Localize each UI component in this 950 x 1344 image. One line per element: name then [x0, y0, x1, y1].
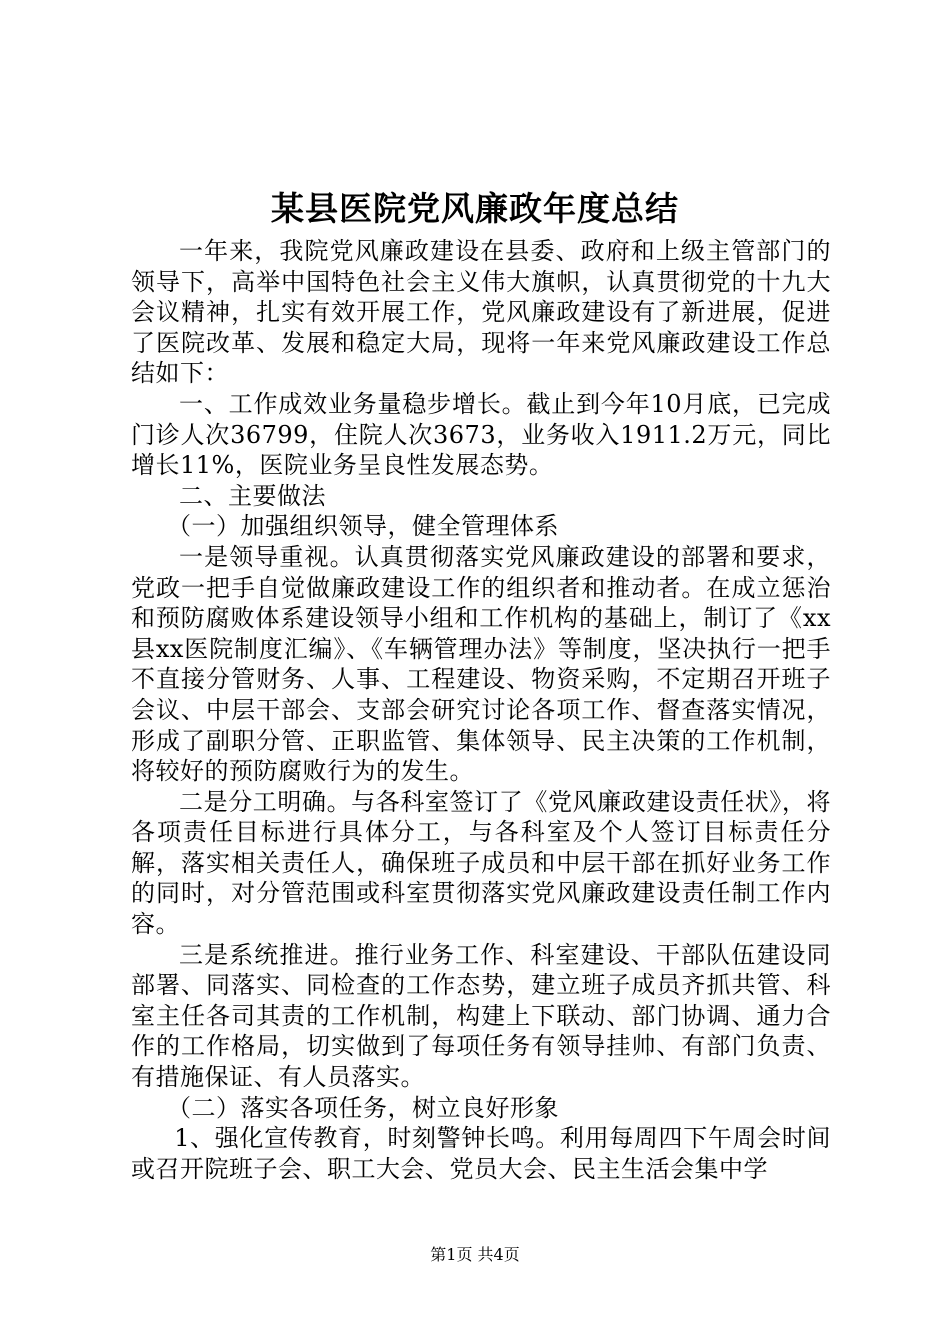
heading-subsection-2: （二）落实各项任务，树立良好形象 [167, 1093, 559, 1122]
document-body [131, 236, 831, 1184]
paragraph-division-of-labor: 二是分工明确。与各科室签订了《党风廉政建设责任状》，将各项责任目标进行具体分工，与各科室及个人签订目标责任分解，落实相关责任人，确保班子成员和中层干部在抓好业务工作的同时，对分管范围或科室贯彻落实党风廉政建设责任制工作内容。 [131, 787, 831, 939]
heading-subsection-1: （一）加强组织领导，健全管理体系 [167, 512, 559, 541]
paragraph-intro: 一年来，我院党风廉政建设在县委、政府和上级主管部门的领导下，高举中国特色社会主义伟大旗帜，认真贯彻党的十九大会议精神，扎实有效开展工作，党风廉政建设有了新进展，促进了医院改革、发展和稳定大局，现将一年来党风廉政建设工作总结如下： [131, 237, 831, 388]
paragraph-leadership: 一是领导重视。认真贯彻落实党风廉政建设的部署和要求，党政一把手自觉做廉政建设工作的组织者和推动者。在成立惩治和预防腐败体系建设领导小组和工作机构的基础上，制订了《xx县xx医院制度汇编》、《车辆管理办法》等制度，坚决执行一把手不直接分管财务、人事、工程建设、物资采购，不定期召开班子会议、中层干部会、支部会研究讨论各项工作、督查落实情况，形成了副职分管、正职监管、集体领导、民主决策的工作机制，将较好的预防腐败行为的发生。 [131, 542, 831, 786]
document-title: 某县医院党风廉政年度总结 [271, 189, 679, 228]
page-footer: 第1页 共4页 [430, 1245, 520, 1264]
paragraph-item-1: 1、强化宣传教育，时刻警钟长鸣。利用每周四下午周会时间或召开院班子会、职工大会、党员大会、民主生活会集中学 [131, 1124, 831, 1183]
paragraph-systematic-promotion: 三是系统推进。推行业务工作、科室建设、干部队伍建设同部署、同落实、同检查的工作态势，建立班子成员齐抓共管、科室主任各司其责的工作机制，构建上下联动、部门协调、通力合作的工作格局，切实做到了每项任务有领导挂帅、有部门负责、有措施保证、有人员落实。 [131, 940, 831, 1092]
heading-section-2: 二、主要做法 [179, 481, 326, 510]
paragraph-section-1-results: 一、工作成效业务量稳步增长。截止到今年10月底，已完成门诊人次36799，住院人次3673，业务收入1911.2万元，同比增长11%，医院业务呈良性发展态势。 [131, 389, 831, 480]
